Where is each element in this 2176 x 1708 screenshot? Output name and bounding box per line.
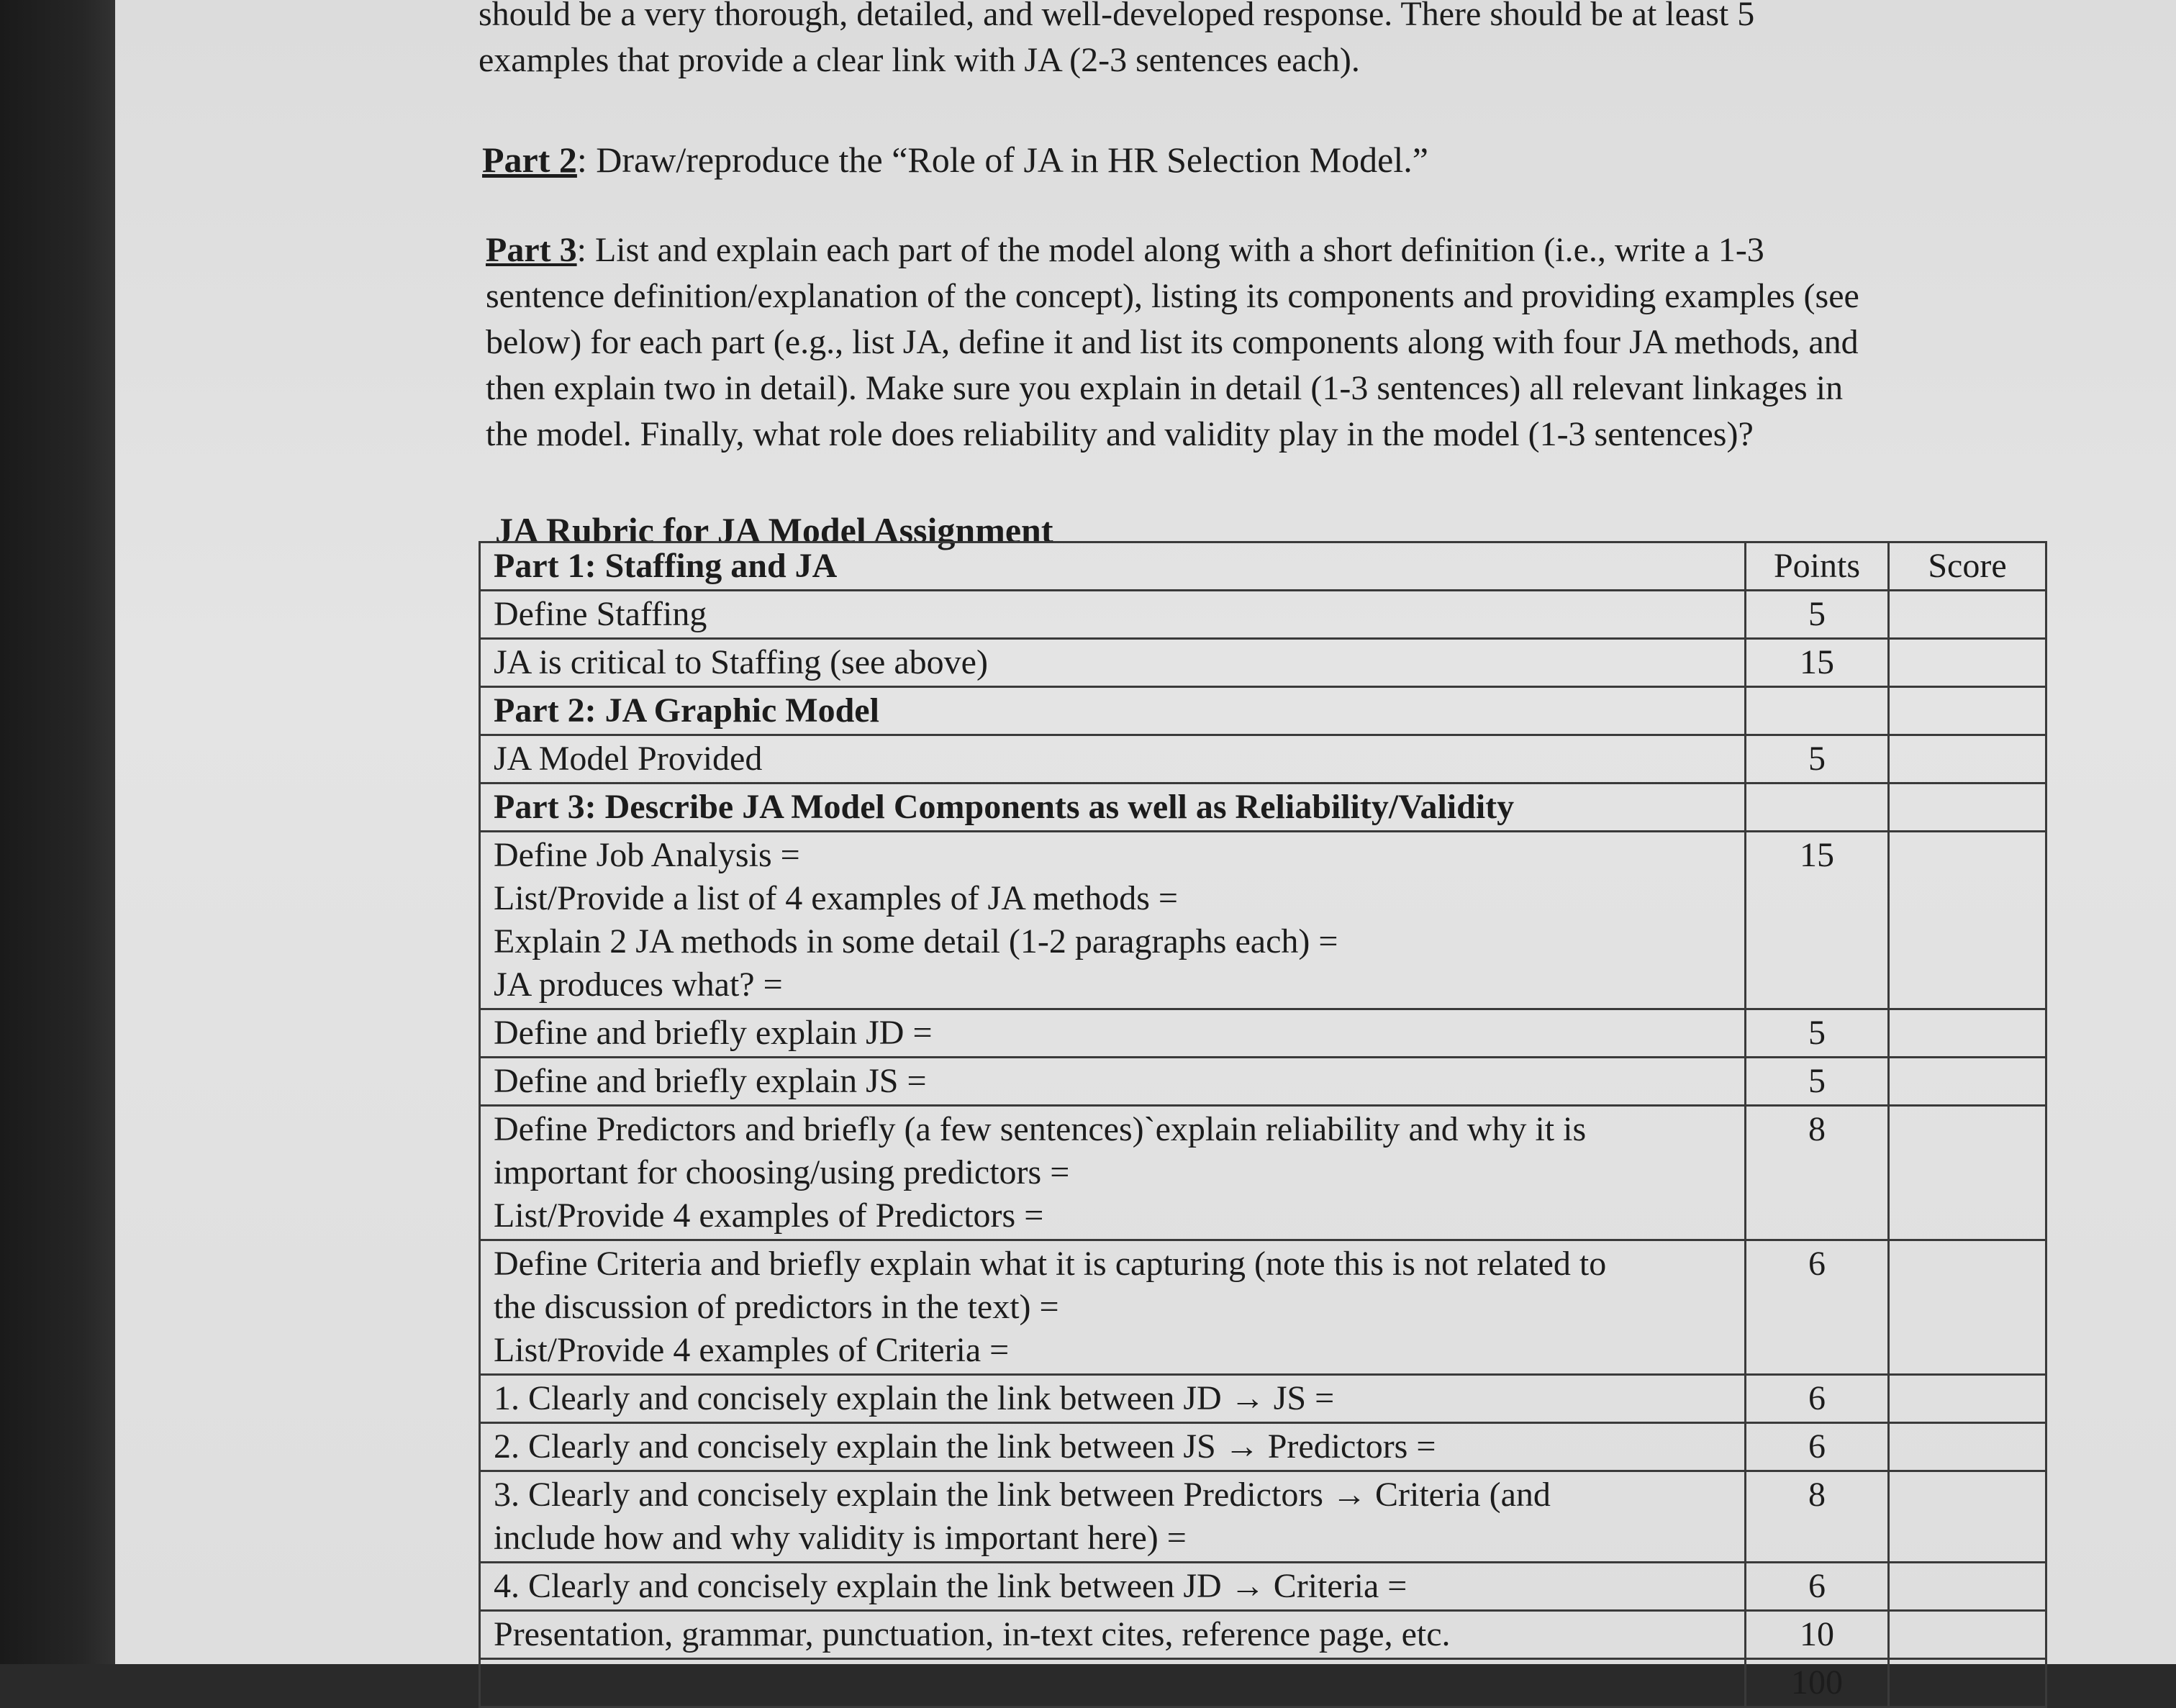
rubric-section-heading: [480, 783, 1746, 832]
points-value: 15: [1800, 836, 1834, 874]
rubric-body: [480, 591, 2046, 1707]
criterion-line: the discussion of predictors in the text) =: [494, 1288, 1059, 1326]
part2-text: : Draw/reproduce the “Role of JA in HR Selection Model.”: [576, 140, 1428, 180]
rubric-row: [480, 1240, 2046, 1375]
score-cell[interactable]: [1889, 1375, 2046, 1423]
criterion-line: Define and briefly explain JD =: [494, 1014, 933, 1052]
points-value: 6: [1808, 1379, 1826, 1417]
criterion-line: Define and briefly explain JS =: [494, 1062, 927, 1100]
rubric-criterion: [480, 1058, 1746, 1106]
rubric-row: [480, 783, 2046, 832]
criterion-line: important for choosing/using predictors =: [494, 1153, 1070, 1191]
points-cell: [1746, 687, 1889, 735]
rubric-header-row: [480, 542, 2046, 591]
criterion-line: JA Model Provided: [494, 740, 763, 778]
part2-label: Part 2: [482, 140, 577, 180]
points-cell: [1746, 783, 1889, 832]
criterion-line: Presentation, grammar, punctuation, in-text cites, reference page, etc.: [494, 1615, 1451, 1653]
intro-line: should be a very thorough, detailed, and well-developed response. There should be at least 5: [479, 0, 1755, 33]
part3-line: then explain two in detail). Make sure you explain in detail (1-3 sentences) all relevant linkages in: [486, 369, 1844, 407]
intro-paragraph: [479, 0, 2026, 83]
criterion-line: Explain 2 JA methods in some detail (1-2 paragraphs each) =: [494, 922, 1338, 960]
score-column-header: Score: [1889, 542, 2046, 591]
rubric-row: [480, 639, 2046, 687]
points-column-header: Points: [1746, 542, 1889, 591]
criterion-line: Define Job Analysis =: [494, 836, 800, 874]
criterion-line: Define Criteria and briefly explain what it is capturing (note this is not related to: [494, 1245, 1607, 1283]
rubric-title: JA Rubric for JA Model Assignment: [495, 510, 1053, 550]
criterion-line: 1. Clearly and concisely explain the link between JD → JS =: [494, 1379, 1335, 1417]
criterion-line: List/Provide 4 examples of Predictors =: [494, 1196, 1044, 1235]
rubric-row: [480, 1058, 2046, 1106]
points-value: 5: [1808, 595, 1826, 633]
rubric-criterion: [480, 591, 1746, 639]
points-cell: [1746, 1009, 1889, 1058]
part3-line: below) for each part (e.g., list JA, define it and list its components along with four JA methods, and: [486, 323, 1859, 361]
part3-paragraph: [486, 227, 2054, 458]
rubric-row: [480, 1611, 2046, 1659]
rubric-row: [480, 687, 2046, 735]
intro-line: examples that provide a clear link with JA (2-3 sentences each).: [479, 41, 1360, 79]
score-cell[interactable]: [1889, 735, 2046, 783]
part3-line: sentence definition/explanation of the concept), listing its components and providing examples (see: [486, 277, 1859, 315]
points-value: 5: [1808, 1014, 1826, 1052]
points-cell: [1746, 1563, 1889, 1611]
points-cell: [1746, 1058, 1889, 1106]
score-cell[interactable]: [1889, 1611, 2046, 1659]
score-cell[interactable]: [1889, 1659, 2046, 1707]
rubric-criterion: [480, 1611, 1746, 1659]
score-cell[interactable]: [1889, 639, 2046, 687]
rubric-row: [480, 735, 2046, 783]
points-cell: [1746, 639, 1889, 687]
rubric-criterion: [480, 735, 1746, 783]
rubric-criterion: [480, 639, 1746, 687]
points-value: 6: [1808, 1245, 1826, 1283]
score-cell[interactable]: [1889, 832, 2046, 1009]
criterion-line: List/Provide 4 examples of Criteria =: [494, 1331, 1010, 1369]
rubric-part1-heading: Part 1: Staffing and JA: [480, 542, 1746, 591]
rubric-row: [480, 1375, 2046, 1423]
points-value: 100: [1791, 1663, 1843, 1702]
score-cell[interactable]: [1889, 1106, 2046, 1240]
rubric-criterion: [480, 1563, 1746, 1611]
rubric-row: [480, 1563, 2046, 1611]
criterion-line: Define Staffing: [494, 595, 707, 633]
points-cell: [1746, 1659, 1889, 1707]
part2-paragraph: [482, 137, 2029, 183]
points-value: 10: [1800, 1615, 1834, 1653]
rubric-row: [480, 1659, 2046, 1707]
criterion-line: 2. Clearly and concisely explain the link between JS → Predictors =: [494, 1427, 1436, 1466]
rubric-row: [480, 1106, 2046, 1240]
rubric-table: [479, 541, 2047, 1708]
rubric-criterion: [480, 832, 1746, 1009]
rubric-row: [480, 1009, 2046, 1058]
rubric-row: [480, 1423, 2046, 1471]
rubric-row: [480, 591, 2046, 639]
points-cell: [1746, 1106, 1889, 1240]
points-cell: [1746, 1240, 1889, 1375]
criterion-line: 4. Clearly and concisely explain the link between JD → Criteria =: [494, 1567, 1407, 1605]
criterion-line: Part 3: Describe JA Model Components as well as Reliability/Validity: [494, 788, 1515, 826]
points-cell: [1746, 591, 1889, 639]
points-cell: [1746, 1471, 1889, 1563]
criterion-line: JA is critical to Staffing (see above): [494, 643, 988, 681]
criterion-line: List/Provide a list of 4 examples of JA methods =: [494, 879, 1178, 917]
points-value: 6: [1808, 1427, 1826, 1466]
score-cell[interactable]: [1889, 687, 2046, 735]
points-value: 8: [1808, 1476, 1826, 1514]
rubric-criterion: [480, 1375, 1746, 1423]
rubric-criterion: [480, 1240, 1746, 1375]
rubric-criterion: [480, 1009, 1746, 1058]
rubric-criterion: [480, 1423, 1746, 1471]
score-cell[interactable]: [1889, 1471, 2046, 1563]
points-cell: [1746, 1611, 1889, 1659]
rubric-row: [480, 1471, 2046, 1563]
score-cell[interactable]: [1889, 1563, 2046, 1611]
criterion-line: 3. Clearly and concisely explain the link between Predictors → Criteria (and: [494, 1476, 1551, 1514]
rubric-section-heading: [480, 687, 1746, 735]
points-value: 6: [1808, 1567, 1826, 1605]
score-cell[interactable]: [1889, 783, 2046, 832]
criterion-line: [494, 1661, 1731, 1704]
rubric-row: [480, 832, 2046, 1009]
part3-line: : List and explain each part of the model along with a short definition (i.e., write a 1-3: [576, 231, 1764, 269]
points-cell: [1746, 832, 1889, 1009]
points-value: 5: [1808, 740, 1826, 778]
score-cell[interactable]: [1889, 591, 2046, 639]
criterion-line: Part 2: JA Graphic Model: [494, 691, 879, 730]
rubric-criterion: [480, 1659, 1746, 1707]
points-cell: [1746, 1423, 1889, 1471]
points-cell: [1746, 1375, 1889, 1423]
document-screen: [115, 0, 2176, 1702]
points-value: 15: [1800, 643, 1834, 681]
part3-label: Part 3: [486, 231, 577, 269]
score-cell[interactable]: [1889, 1423, 2046, 1471]
points-cell: [1746, 735, 1889, 783]
criterion-line: include how and why validity is important here) =: [494, 1519, 1187, 1557]
score-cell[interactable]: [1889, 1240, 2046, 1375]
score-cell[interactable]: [1889, 1058, 2046, 1106]
rubric-criterion: [480, 1471, 1746, 1563]
criterion-line: Define Predictors and briefly (a few sentences)`explain reliability and why it is: [494, 1110, 1587, 1148]
rubric-criterion: [480, 1106, 1746, 1240]
criterion-line: JA produces what? =: [494, 966, 783, 1004]
points-value: 5: [1808, 1062, 1826, 1100]
part3-line: the model. Finally, what role does reliability and validity play in the model (1-3 sentences)?: [486, 415, 1754, 453]
points-value: 8: [1808, 1110, 1826, 1148]
score-cell[interactable]: [1889, 1009, 2046, 1058]
